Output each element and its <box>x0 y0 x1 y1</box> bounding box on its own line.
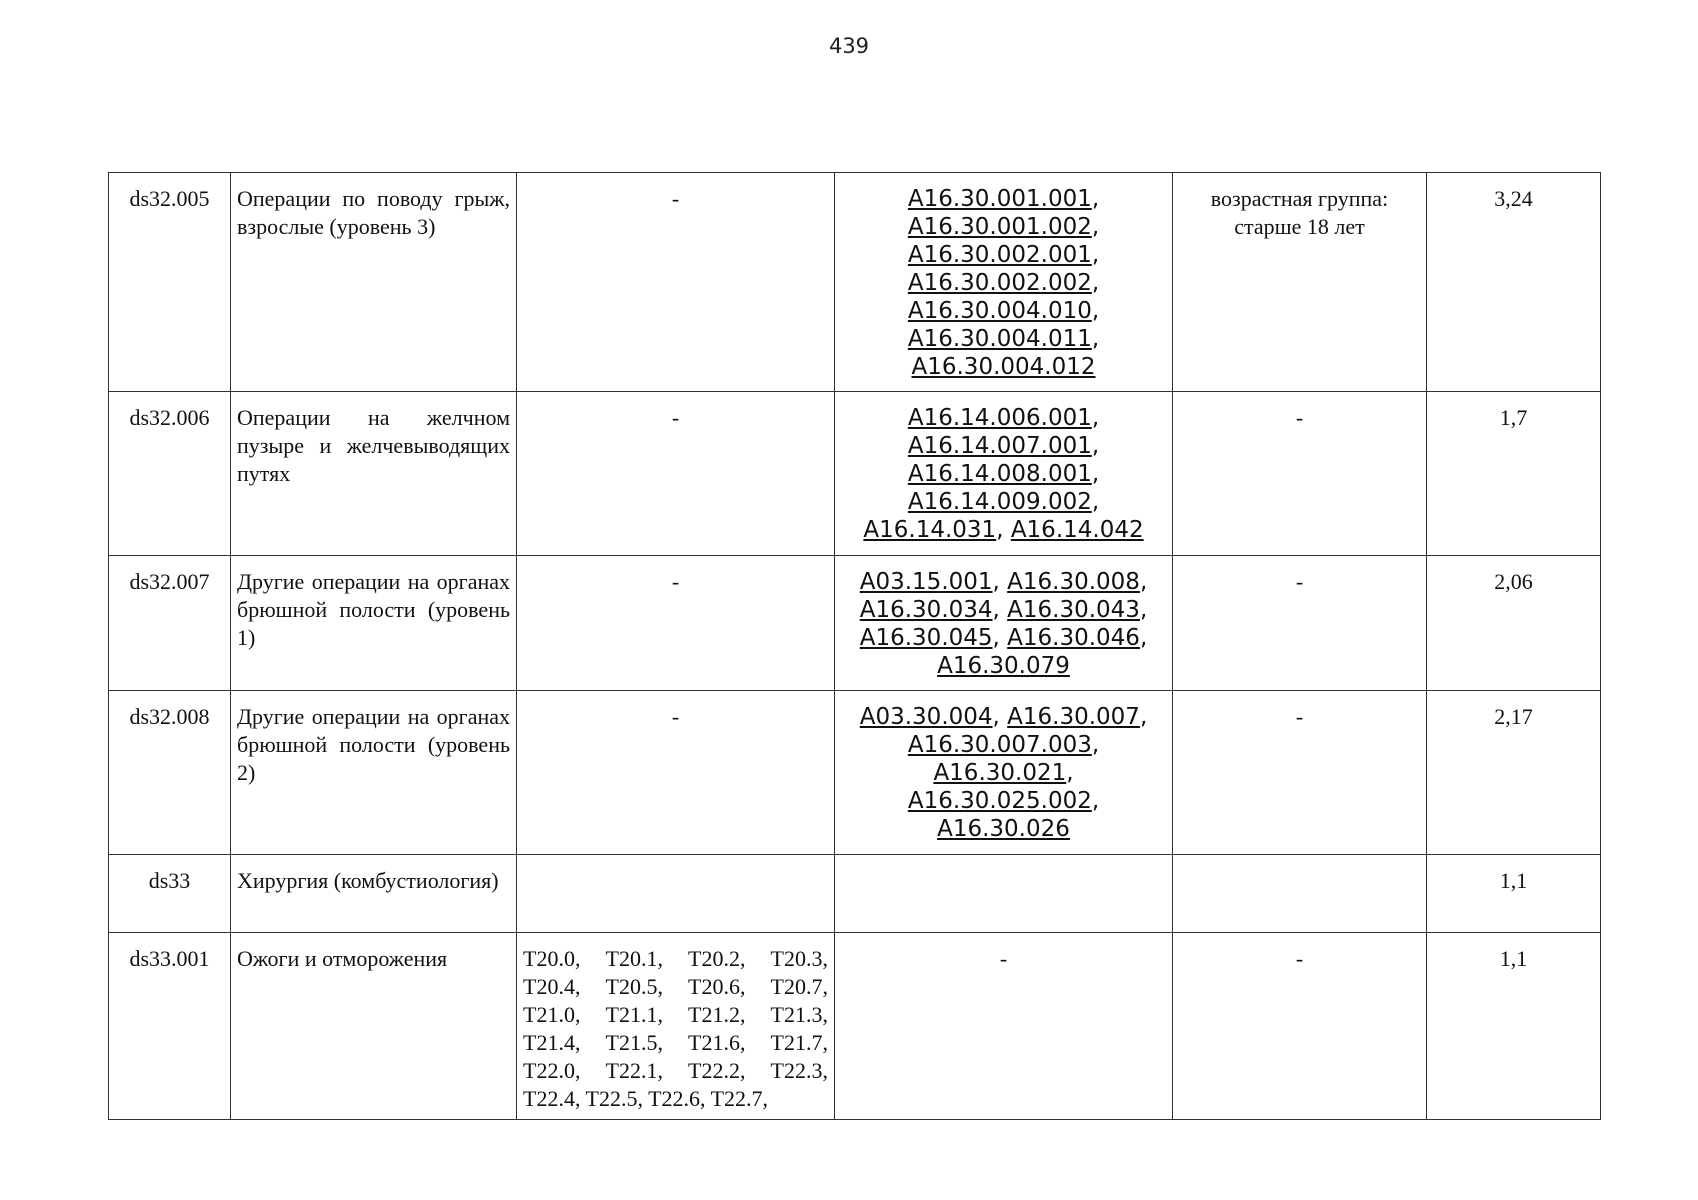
kps-code: ds32.006 <box>109 392 231 556</box>
service-codes <box>835 855 1173 933</box>
service-code-link[interactable]: A16.30.008 <box>1007 569 1140 595</box>
kps-name: Ожоги и отморожения <box>231 933 517 1120</box>
diagnosis-codes: - <box>517 691 835 855</box>
table-row <box>109 392 1601 556</box>
additional-criteria: возрастная группа: старше 18 лет <box>1173 173 1427 392</box>
service-code-link[interactable]: A16.30.026 <box>937 816 1070 842</box>
diagnosis-codes: - <box>517 392 835 556</box>
service-code-link[interactable]: A16.30.046 <box>1007 625 1140 651</box>
kps-code: ds32.007 <box>109 556 231 691</box>
diagnosis-codes: T20.0, T20.1, T20.2, T20.3, T20.4, T20.5, T20.6, T20.7, T21.0, T21.1, T21.2, T21.3, T21.4, T21.5, T21.6, T21.7, T22.0, T22.1, T22.2, T22.3, T22.4, T22.5, T22.6, T22.7, <box>517 933 835 1120</box>
coefficient: 2,17 <box>1427 691 1601 855</box>
table-row <box>109 691 1601 855</box>
page-number: 439 <box>828 34 870 58</box>
service-code-link[interactable]: A16.30.002.001 <box>907 242 1092 268</box>
service-code-link[interactable]: A16.30.001.002 <box>907 214 1092 240</box>
coefficient: 3,24 <box>1427 173 1601 392</box>
kps-code: ds32.008 <box>109 691 231 855</box>
diagnosis-codes: - <box>517 173 835 392</box>
service-codes: A16.14.006.001, A16.14.007.001, A16.14.008.001, A16.14.009.002, A16.14.031, A16.14.042 <box>835 392 1173 556</box>
service-code-link[interactable]: A03.15.001 <box>859 569 993 595</box>
service-code-link[interactable]: A16.14.009.002 <box>907 489 1092 515</box>
tariff-table <box>108 172 1601 1120</box>
service-codes: A03.30.004, A16.30.007, A16.30.007.003, A16.30.021, A16.30.025.002, A16.30.026 <box>835 691 1173 855</box>
coefficient: 1,7 <box>1427 392 1601 556</box>
kps-name: Другие операции на органах брюшной полости (уровень 1) <box>231 556 517 691</box>
table-row <box>109 556 1601 691</box>
kps-name: Операции на желчном пузыре и желчевыводящих путях <box>231 392 517 556</box>
service-code-link[interactable]: A16.30.021 <box>933 760 1067 786</box>
service-code-link[interactable]: A16.14.008.001 <box>907 461 1092 487</box>
additional-criteria: - <box>1173 933 1427 1120</box>
service-code-link[interactable]: A16.30.004.010 <box>907 298 1092 324</box>
service-code-link[interactable]: A16.30.001.001 <box>907 186 1092 212</box>
service-code-link[interactable]: A16.30.079 <box>937 653 1070 679</box>
service-codes: A16.30.001.001, A16.30.001.002, A16.30.002.001, A16.30.002.002, A16.30.004.010, A16.30.004.011, A16.30.004.012 <box>835 173 1173 392</box>
service-code-link[interactable]: A16.30.007 <box>1007 704 1140 730</box>
service-code-link[interactable]: A16.30.034 <box>859 597 993 623</box>
service-code-link[interactable]: A16.30.007.003 <box>907 732 1092 758</box>
service-codes: - <box>835 933 1173 1120</box>
service-code-link[interactable]: A03.30.004 <box>859 704 993 730</box>
table-row <box>109 933 1601 1120</box>
service-code-link[interactable]: A16.30.004.011 <box>907 326 1092 352</box>
service-code-link[interactable]: A16.30.043 <box>1007 597 1140 623</box>
kps-code: ds32.005 <box>109 173 231 392</box>
additional-criteria: - <box>1173 691 1427 855</box>
service-code-link[interactable]: A16.14.031 <box>863 517 997 543</box>
kps-name: Другие операции на органах брюшной полости (уровень 2) <box>231 691 517 855</box>
service-code-link[interactable]: A16.30.025.002 <box>907 788 1092 814</box>
coefficient: 1,1 <box>1427 933 1601 1120</box>
kps-name: Операции по поводу грыж, взрослые (уровень 3) <box>231 173 517 392</box>
diagnosis-codes <box>517 855 835 933</box>
service-code-link[interactable]: A16.30.004.012 <box>911 354 1096 380</box>
coefficient: 2,06 <box>1427 556 1601 691</box>
additional-criteria <box>1173 855 1427 933</box>
service-code-link[interactable]: A16.14.042 <box>1010 517 1144 543</box>
coefficient: 1,1 <box>1427 855 1601 933</box>
additional-criteria: - <box>1173 392 1427 556</box>
service-code-link[interactable]: A16.30.045 <box>859 625 993 651</box>
service-codes: A03.15.001, A16.30.008, A16.30.034, A16.30.043, A16.30.045, A16.30.046, A16.30.079 <box>835 556 1173 691</box>
diagnosis-codes: - <box>517 556 835 691</box>
kps-code: ds33 <box>109 855 231 933</box>
table-row <box>109 855 1601 933</box>
kps-name: Хирургия (комбустиология) <box>231 855 517 933</box>
service-code-link[interactable]: A16.14.006.001 <box>907 405 1092 431</box>
additional-criteria: - <box>1173 556 1427 691</box>
table-row <box>109 173 1601 392</box>
kps-code: ds33.001 <box>109 933 231 1120</box>
service-code-link[interactable]: A16.30.002.002 <box>907 270 1092 296</box>
service-code-link[interactable]: A16.14.007.001 <box>907 433 1092 459</box>
